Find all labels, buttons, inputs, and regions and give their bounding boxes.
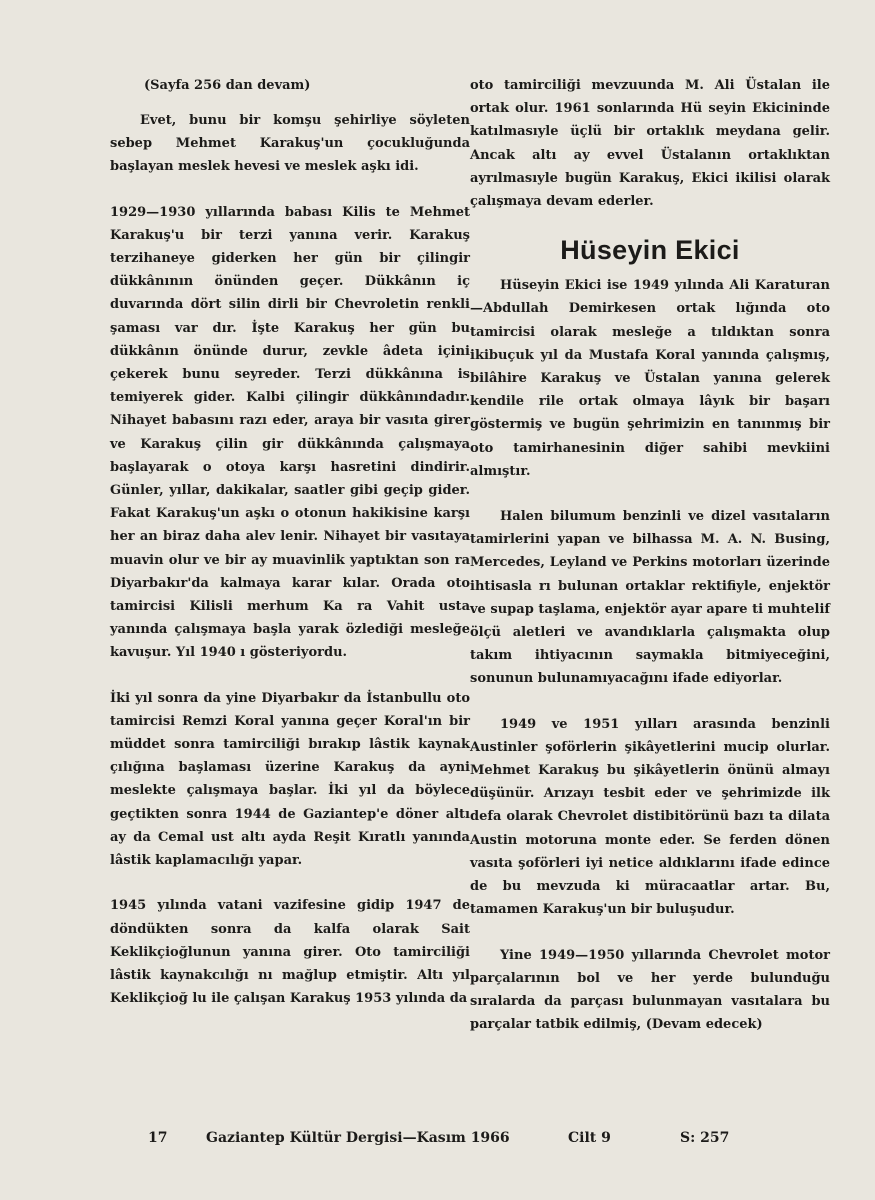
right-paragraph-1: oto tamirciliği mevzuunda M. Ali Üstalan ile ortak olur. 1961 sonlarında Hü seyin Ekicininde katılmasıyle üçlü bir ortaklık meydana gelir. Ancak altı ay evvel Üstalanın ortaklıktan ayrılmasıyle bugün Karakuş, Ekici ikilisi olarak çalışmaya devam ederler. [470,78,830,210]
right-paragraph-3: Halen bilumum benzinli ve dizel vasıtaların tamirlerini yapan ve bilhassa M. A. N. Busing, Mercedes, Leyland ve Perkins motorları üzerinde ihtisasla rı bulunan ortaklar rektifiyle, enjektör ve supap taşlama, enjektör ayar apare ti muhtelif ölçü aletleri ve avandıklarla çalışmakta olup takım ihtiyacının saymakla bitmiyeceğini, sonunun bulunamıyacağını ifade ediyorlar. [470,509,830,687]
left-paragraph-1: Evet, bunu bir komşu şehirliye söyleten sebep Mehmet Karakuş'un çocukluğunda başlayan meslek hevesi ve meslek aşkı idi. [110,113,470,175]
left-paragraph-4: 1945 yılında vatani vazifesine gidip 1947 de döndükten sonra da kalfa olarak Sait Keklikçioğlunun yanına girer. Oto tamirciliği lâstik kaynakcılığı nı mağlup etmiştir. Altı yıl Keklikçioğ lu ile çalışan Karakuş 1953 yılında da [110,898,470,1007]
page-number: 17 [148,1130,168,1146]
issue-page: S: 257 [680,1130,730,1146]
left-paragraph-2: 1929—1930 yıllarında babası Kilis te Mehmet Karakuş'u bir terzi yanına verir. Karakuş terzihaneye giderken her gün bir çilingir dükkânının önünden geçer. Dükkânın iç duvarında dört silin dirli bir Chevroletin renkli şaması var dır. İşte Karakuş her gün bu dükkânın önünde durur, zevkle âdeta içini çekerek bunu seyreder. Terzi dükkânına is temiyerek gider. Kalbi çilingir dükkânındadır. Nihayet babasını razı eder, araya bir vasıta girer ve Karakuş çilin gir dükkânında çalışmaya başlayarak o otoya karşı hasretini dindirir. Günler, yıllar, dakikalar, saatler gibi geçip gider. Fakat Karakuş'un aşkı o otonun hakikisine karşı her an biraz daha alev lenir. Nihayet bir vasıtaya muavin olur ve bir ay muavinlik yaptıktan son ra Diyarbakır'da kalmaya karar kılar. Orada oto tamircisi Kilisli merhum Ka ra Vahit usta yanında çalışmaya başla yarak özlediği mesleğe kavuşur. Yıl 1940 ı gösteriyordu. [110,204,470,661]
page-footer [148,1130,729,1146]
right-column [470,74,830,1058]
journal-title: Gaziantep Kültür Dergisi—Kasım 1966 [206,1130,510,1146]
left-column [110,74,470,1032]
volume-label: Cilt 9 [568,1130,611,1146]
right-paragraph-4: 1949 ve 1951 yılları arasında benzinli Austinler şoförlerin şikâyetlerini mucip olurlar. Mehmet Karakuş bu şikâyetlerin önünü almayı düşünür. Arızayı tesbit eder ve şehrimizde ilk defa olarak Chevrolet distibitörünü bazı ta dilata Austin motoruna monte eder. Se ferden dönen vasıta şoförleri iyi netice aldıklarını ifade edince de bu mevzuda ki müracaatlar artar. Bu, tamamen Karakuş'un bir buluşudur. [470,716,830,918]
right-paragraph-2: Hüseyin Ekici ise 1949 yılında Ali Karaturan—Abdullah Demirkesen ortak lığında oto tamircisi olarak mesleğe a tıldıktan sonra ikibuçuk yıl da Mustafa Koral yanında çalışmış, bilâhire Karakuş ve Üstalan yanına gelerek kendile rile ortak olmaya lâyık bir başarı göstermiş ve bugün şehrimizin en tanınmış bir oto tamirhanesinin diğer sahibi mevkiini almıştır. [470,278,830,479]
section-title: Hüseyin Ekici [560,235,740,266]
left-paragraph-3: İki yıl sonra da yine Diyarbakır da İstanbullu oto tamircisi Remzi Koral yanına geçer Koral'ın bir müddet sonra tamirciliği bırakıp lâstik kaynak çılığına başlaması üzerine Karakuş da ayni meslekte çalışmaya başlar. İki yıl da böylece geçtikten sonra 1944 de Gaziantep'e döner altı ay da Cemal ust altı ayda Reşit Kıratlı yanında lâstik kaplamacılığı yapar. [110,690,470,869]
continuation-header: (Sayfa 256 dan devam) [144,78,311,93]
right-paragraph-5: Yine 1949—1950 yıllarında Chevrolet motor parçalarının bol ve her yerde bulunduğu sıralarda da parçası bulunmayan vasıtalara bu parçalar tatbik edilmiş, (Devam edecek) [470,947,830,1033]
